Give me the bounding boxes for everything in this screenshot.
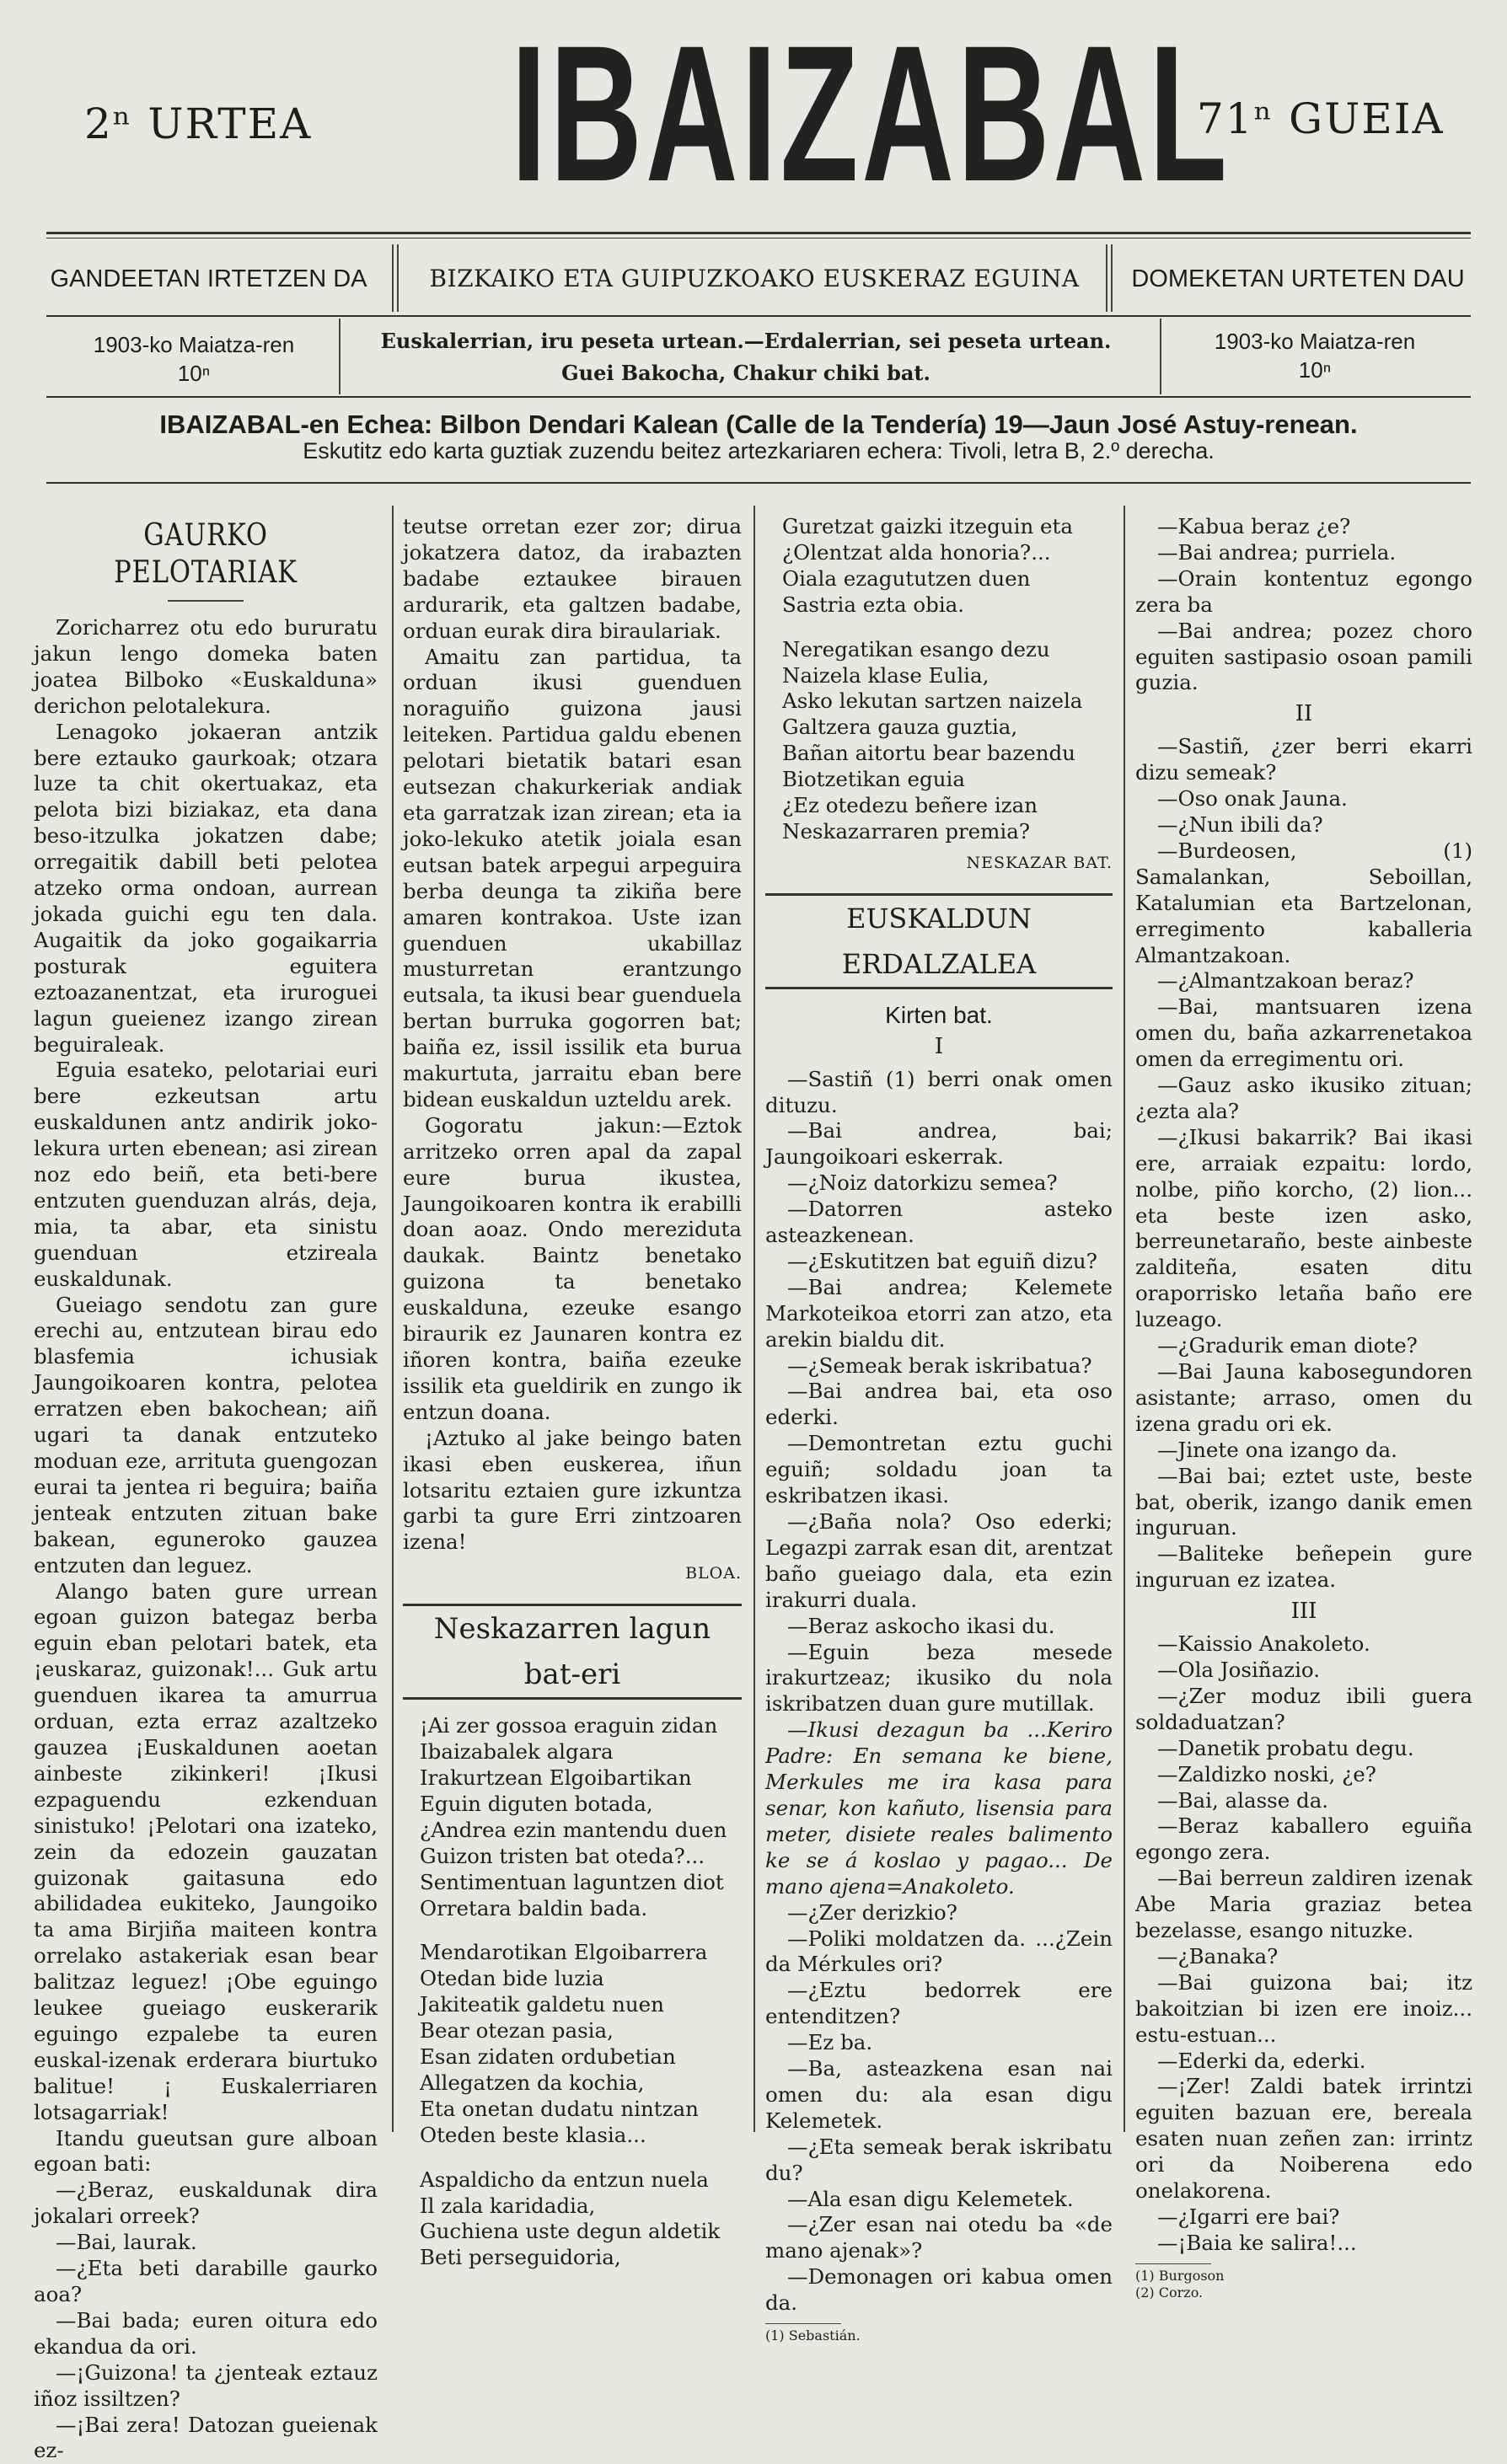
dialogue-line: —Bai andrea; Kelemete Markoteikoa etorri zan atzo, eta arekin bialdu dit. — [765, 1274, 1113, 1352]
verse-line: Esan zidaten ordubetian — [420, 2044, 676, 2070]
dialogue-line: —¿Zer esan nai otedu ba «de mano ajenak»? — [765, 2212, 1113, 2263]
paragraph: Alango baten gure urrean egoan guizon bategaz berba eguin eban pelotari batek, eta ¡euskaraz, guizonak!... Guk artu guenduen ikarea ta amurrua orduan, ezta erraz azaltzeko gauzea ¡Euskaldunen aoetan ainbeste zikinkeri! ¡Ikusi ezpaguendu ezkenduan sinistuko! ¡Pelotari ona izateko, zein da edozein gauzatan guizonak gaitasuna edo abilidadea eukiteko, Jaungoiko ta ama Birjiña maiteen kontra orrelako astakeriak esan bear balitzaz leguez! ¡Obe eguingo leukee gueiago euskerarik eguingo ezpalebe ta euren euskal-izenak erderara biurtuko balitue! ¡ Euskalerriaren lotsagarriak! — [34, 1578, 378, 2124]
dialogue-line: —Bai andrea, bai; Jaungoikoari eskerrak. — [765, 1118, 1113, 1170]
poem-stanza-5 — [765, 637, 1113, 845]
dialogue-line: —¿Zer moduz ibili guera soldaduatzan? — [1135, 1683, 1472, 1734]
verse-line: Neregatikan esango dezu — [782, 636, 1050, 662]
verse-line: Bañan aitortu bear bazendu — [782, 741, 1075, 766]
poem-stanza-3 — [403, 2167, 742, 2272]
poem-stanza-2 — [403, 1940, 742, 2148]
verse-line: ¿Ez otedezu beñere izan — [782, 793, 1038, 818]
paragraph: —¡Guizona! ta ¿jenteak eztauz iñoz issiltzen? — [34, 2360, 378, 2411]
verse-line: Il zala karidadia, — [420, 2193, 596, 2218]
article-subtitle: Kirten bat. — [885, 1001, 993, 1028]
dialogue-line: —Sastiñ (1) berri onak omen dituzu. — [765, 1066, 1113, 1117]
verse-line: Asko lekutan sartzen naizela — [782, 688, 1083, 714]
article-title-pelotariak: GAURKO PELOTARIAK — [114, 518, 298, 590]
dialogue-line: —Baliteke beñepein gure inguruan ez izatea. — [1135, 1541, 1472, 1593]
dialogue-line: —Burdeosen, (1) Samalankan, Seboillan, Katalumian eta Bartzelonan, erregimento kaballeria Almantzakoan. — [1135, 838, 1472, 967]
paragraph: —¿Eta beti darabille gaurko aoa? — [34, 2256, 378, 2306]
paragraph: Zoricharrez otu edo bururatu jakun lengo domeka baten joatea Bilboko «Euskalduna» derichon pelotalekura. — [34, 615, 378, 718]
dialogue-line: —Danetik probatu degu. — [1157, 1735, 1414, 1760]
verse-line: ¿Olentzat alda honoria?... — [782, 539, 1051, 565]
date-right-line2: 10ⁿ — [1298, 357, 1332, 383]
paragraph: Gogoratu jakun:—Eztok arritzeko orren apal da zapal eure burua ikustea, Jaungoikoaren kontra ik erabilli doan aoaz. Ondo merezidutа daukak. Baintz benetako guizona ta benetako euskalduna, ezeuke esango biraurik ez Jaunaren kontra ez iñoren kontra, baiña ezeuke issilik eta gueldirik en zungo ik entzun doana. — [403, 1112, 742, 1424]
date-divider — [1160, 319, 1161, 394]
verse-line: Guchiena uste degun aldetik — [420, 2219, 721, 2244]
masthead-title: IBAIZABAL — [511, 5, 1231, 222]
dialogue-line: —Ikusi dezagun ba ...Keriro Padre: En semana ke biene, Merkules me ira kasa para senar, kon kañuto, lisensia para meter, disiete reales balimento ke se á koslao y pagao... De mano ajena=Anakoleto. — [765, 1717, 1113, 1899]
paragraph: Itandu gueutsan gure alboan egoan bati: — [34, 2125, 378, 2177]
dialogue-line: —¿Gradurik eman diote? — [1157, 1333, 1418, 1358]
header-divider — [397, 244, 399, 312]
dialogue-line: —Bai guizona bai; itz bakoitzian bi izen ere inoiz... estu-estuan... — [1135, 1969, 1472, 2047]
date-left-line2: 10ⁿ — [177, 361, 211, 386]
verse-line: Galtzera gauza guztia, — [782, 715, 1018, 740]
address-bottom-rule — [46, 482, 1471, 484]
dialogue-line: —¿Eta semeak berak iskribatu du? — [765, 2134, 1113, 2185]
title-rule — [168, 600, 244, 602]
paragraph: Eguia esateko, pelotariai euri bere ezkeutsan artu euskaldunen antz andirik joko-lekura urten ebenean; asi zirean noz edo beiñ, eta beti-bere entzuten guenduzan alrás, deja, mia, ta abar, eta sinistu guenduan etzireala euskaldunak. — [34, 1058, 378, 1291]
footnote: (1) Sebastián. — [765, 2327, 861, 2344]
verse-line: Sentimentuan laguntzen diot — [420, 1869, 724, 1894]
verse-line: Irakurtzean Elgoibartikan — [420, 1765, 692, 1790]
verse-line: Guizon tristen bat oteda?... — [420, 1843, 705, 1868]
verse-line: Sastria ezta obia. — [782, 592, 965, 617]
header-divider — [1111, 244, 1113, 312]
column-divider — [392, 506, 394, 2132]
dialogue-line: —¿Eztu bedorrek ere entenditzen? — [765, 1978, 1113, 2029]
column-4 — [1135, 514, 1472, 2301]
poem-stanza-4 — [765, 514, 1113, 619]
dialogue-line: —Bai andrea; purriela. — [1157, 539, 1397, 565]
footnote: (1) Burgoson — [1135, 2267, 1225, 2284]
dialogue-line: —¿Zer derizkio? — [787, 1899, 957, 1925]
verse-line: Guretzat gaizki itzeguin eta — [782, 514, 1073, 538]
verse-line: Oiala ezagututzen duen — [782, 565, 1031, 591]
verse-line: Biotzetikan eguia — [782, 767, 965, 792]
dialogue-line: —Ala esan digu Kelemetek. — [787, 2186, 1074, 2211]
price-line1: Euskalerrian, iru peseta urtean.—Erdalerrian, sei peseta urtean. — [380, 329, 1112, 353]
poem-stanza-1 — [403, 1713, 742, 1921]
dialogue-line: —¿Almantzakoan beraz? — [1157, 968, 1414, 994]
column-3 — [765, 514, 1113, 2344]
date-left — [51, 330, 337, 388]
verse-line: Aspaldicho da entzun nuela — [420, 2167, 709, 2192]
verse-line: Neskazarraren premia? — [782, 818, 1030, 844]
paragraph: Amaitu zan partidua, ta orduan ikusi guenduen noraguiño guizona jausi leiteken. Partidua galdu ebenen pelotari bietatik batari esan eutsezan chakurkeriak andiak eta garratzak izan zirean; eta ia joko-lekuko atetik joiala esan eutsan batek arpegui arpeguira berba deunga ta zikiña bere amaren kontrakoa. Uste izan guenduen ukabillaz musturretan erantzungo eutsala, ta ikusi bear guenduela bertan burruka gogorren bat; baiña ez, issil issilik eta burua makurtuta, jarraitu eban bere bidean euskaldun uzteldu arek. — [403, 644, 742, 1111]
dialogue-line: —¿Ikusi bakarrik? Bai ikasi ere, arraiak ezpaitu: lordo, nolbe, piño korcho, (2) lion... eta beste izen asko, berreunetaraño, beste ainbeste zalditeña, esaten ditu oraporrisko letaña baño ere luzeago. — [1135, 1124, 1472, 1332]
dialogue-line: —¿Nun ibili da? — [1157, 812, 1323, 837]
verse-line: Orretara baldin bada. — [420, 1895, 648, 1920]
dialogue-line: —Datorren asteko asteazkenean. — [765, 1197, 1113, 1248]
column-divider — [754, 506, 755, 2132]
dialogue-line: —Beraz kaballero eguiña egongo zera. — [1135, 1813, 1472, 1865]
dialogue-line: —¿Baña nola? Oso ederki; Legazpi zarrak esan dit, arentzat baño gueiago dala, eta ezin irakurri duala. — [765, 1509, 1113, 1612]
date-right — [1172, 327, 1458, 384]
dialogue-line: —¡Zer! Zaldi batek irrintzi eguiten bazuan ere, bereala esaten nuan zeñen zan: irrintz ori da Noiberena edo onelakorena. — [1135, 2074, 1472, 2204]
verse-line: Eguin diguten botada, — [420, 1791, 653, 1816]
dialogue-line: —¿Noiz datorkizu semea? — [787, 1170, 1058, 1196]
verse-line: Ibaizabalek algara — [420, 1739, 614, 1765]
section-numeral-2: II — [1295, 701, 1313, 727]
paragraph: Gueiago sendotu zan gure erechi au, entzutean birau edo blasfemia ichusiak Jaungoikoaren kontra, pelotea erratzen eben bakochean; aiñ ugari ta danak entzuteko moduan eze, arrituta guengozan eurai ta jentea ri beguira; baiña jenteak entzuten zituan bake bakean, eguneroko gauzea entzuten dan leguez. — [34, 1292, 378, 1577]
dialogue-line: —¿Igarri ere bai? — [1157, 2204, 1340, 2229]
year-label: 2ⁿ URTEA — [84, 99, 313, 148]
verse-line: Eta onetan dudatu nintzan — [420, 2096, 699, 2121]
dialogue-line: —¿Banaka? — [1157, 1943, 1279, 1969]
dialogue-line: —Ez ba. — [787, 2030, 873, 2055]
dialogue-line: —Demonagen ori kabua omen da. — [765, 2264, 1113, 2316]
verse-line: Bear otezan pasia, — [420, 2018, 614, 2044]
dialogue-line: —Bai berreun zaldiren izenak Abe Maria graziaz betea bezelasse, esango nituzke. — [1135, 1866, 1472, 1943]
paragraph: ¡Aztuko al jake beingo baten ikasi eben euskerea, iñun lotsaritu eztaien gure izkuntza garbi ta gure Erri zintzoaren izena! — [403, 1425, 742, 1555]
section-numeral-3: III — [1290, 1599, 1317, 1625]
dialogue-line: —Orain kontentuz egongo zera ba — [1135, 565, 1472, 617]
issue-label: 71ⁿ GUEIA — [1197, 94, 1445, 143]
address-line2: Eskutitz edo karta guztiak zuzendu beitez artezkariaren echera: Tivoli, letra B, 2.º derecha. — [303, 438, 1215, 463]
verse-line: ¿Andrea ezin mantendu duen — [420, 1817, 727, 1842]
dialogue-line: —Kabua beraz ¿e? — [1157, 514, 1351, 538]
dialogue-line: —Sastiñ, ¿zer berri ekarri dizu semeak? — [1135, 734, 1472, 785]
verse-line: Otedan bide luzia — [420, 1966, 604, 1991]
verse-line: Oteden beste klasia... — [420, 2122, 646, 2147]
paragraph: —¡Bai zera! Datozan gueienak ez- — [34, 2412, 378, 2463]
dialogue-line: —Bai andrea; pozez choro eguiten sastipasio osoan pamili guzia. — [1135, 618, 1472, 695]
dialogue-line: —Bai Jauna kabosegundoren asistante; arraso, omen du izena gradu ori ek. — [1135, 1359, 1472, 1436]
paragraph: —Bai bada; euren oitura edo ekandua da ori. — [34, 2307, 378, 2359]
header-left-text: GANDEETAN IRTETZEN DA — [50, 265, 367, 292]
dialogue-line: —Bai, alasse da. — [1157, 1787, 1329, 1813]
date-left-line1: 1903-ko Maiatza-ren — [93, 332, 295, 357]
header-divider — [392, 244, 394, 312]
dialogue-line: —Bai andrea bai, eta oso ederki. — [765, 1379, 1113, 1430]
signature-neskazar: NESKAZAR BAT. — [966, 853, 1113, 872]
section-numeral-1: I — [934, 1033, 944, 1059]
price-line2: Guei Bakocha, Chakur chiki bat. — [561, 361, 930, 385]
price-block — [337, 325, 1155, 389]
dialogue-line: —Bai bai; eztet uste, beste bat, oberik, izango danik emen inguruan. — [1135, 1463, 1472, 1540]
verse-line: Mendarotikan Elgoibarrera — [420, 1940, 708, 1965]
dialogue-line: —Zaldizko noski, ¿e? — [1157, 1761, 1376, 1786]
dialogue-line: —Bai, mantsuaren izena omen du, baña azkarrenetakoa omen da erregimentu ori. — [1135, 994, 1472, 1072]
verse-line: Naizela klase Eulia, — [782, 662, 989, 688]
footnote: (2) Corzo. — [1135, 2284, 1204, 2301]
dialogue-line: —Jinete ona izango da. — [1157, 1437, 1397, 1462]
dialogue-line: —Ederki da, ederki. — [1157, 2048, 1366, 2073]
verse-line: ¡Ai zer gossoa eraguin zidan — [420, 1713, 718, 1738]
article-title-erdalzalea: EUSKALDUN ERDALZALEA — [765, 893, 1113, 989]
dialogue-line: —Oso onak Jauna. — [1157, 786, 1348, 812]
dialogue-line: —¿Semeak berak iskribatua? — [787, 1353, 1092, 1378]
verse-line: Allegatzen da kochia, — [420, 2070, 645, 2095]
dialogue-line: —Ba, asteazkena esan nai omen du: ala esan digu Kelemetek. — [765, 2056, 1113, 2133]
dialogue-line: —Gauz asko ikusiko zituan; ¿ezta ala? — [1135, 1073, 1472, 1123]
paragraph: —¿Beraz, euskaldunak dira jokalari orreek? — [34, 2177, 378, 2229]
column-2 — [403, 514, 742, 2271]
header-divider — [1106, 244, 1107, 312]
dialogue-line: —Ola Josiñazio. — [1157, 1657, 1321, 1682]
dialogue-line: —¿Eskutitzen bat eguiñ dizu? — [787, 1248, 1097, 1273]
header-center-text: BIZKAIKO ETA GUIPUZKOAKO EUSKERAZ EGUINA — [429, 265, 1080, 292]
header-mid-rule — [46, 315, 1471, 317]
paragraph: teutse orretan ezer zor; dirua jokatzera datoz, da irabazten badabe eztaukee birauen ardurarik, eta galtzen badabe, orduan eurak dira biraulariak. — [403, 514, 742, 643]
dialogue-line: —Eguin beza mesede irakurtzeaz; ikusiko du nola iskribatzen duan gure mutillak. — [765, 1639, 1113, 1717]
column-divider — [1124, 506, 1125, 2132]
verse-line: Beti perseguidoria, — [420, 2245, 621, 2270]
header-right-text: DOMEKETAN URTETEN DAU — [1131, 265, 1465, 292]
address-line1: IBAIZABAL-en Echea: Bilbon Dendari Kalean (Calle de la Tendería) 19—Jaun José Astuy-renean. — [159, 410, 1358, 439]
dialogue-line: —Poliki moldatzen da. ...¿Zein da Mérkules ori? — [765, 1926, 1113, 1977]
dialogue-line: —Demontretan eztu guchi eguiñ; soldadu joan ta eskribatzen ikasi. — [765, 1431, 1113, 1508]
dialogue-line: —Kaissio Anakoleto. — [1157, 1631, 1370, 1657]
signature-bloa: BLOA. — [685, 1564, 742, 1583]
poem-title: Neskazarren lagun bat-eri — [403, 1604, 742, 1700]
header-top-rule — [46, 232, 1471, 234]
dialogue-line: —¡Baia ke salira!... — [1157, 2230, 1357, 2255]
paragraph: Lenagoko jokaeran antzik bere eztauko gaurkoak; otzara luze ta chit okertuakaz, eta pelota bizi biziakaz, eta dana beso-itzulka jokatzen dabe; orregaitik dabill beti pelotea atzeko orma ondoan, aurrean jokada guichi egu ten dala. Augaitik da joko gogaikarria posturak eguitera eztoazanentzat, eta iruroguei lagun gueienez izango zirean beguiraleak. — [34, 719, 378, 1057]
date-right-line1: 1903-ko Maiatza-ren — [1214, 329, 1416, 354]
dialogue-line: —Beraz askocho ikasi du. — [787, 1613, 1055, 1638]
paragraph: —Bai, laurak. — [56, 2230, 197, 2255]
date-bottom-rule — [46, 396, 1471, 398]
verse-line: Jakiteatik galdetu nuen — [420, 1992, 664, 2017]
